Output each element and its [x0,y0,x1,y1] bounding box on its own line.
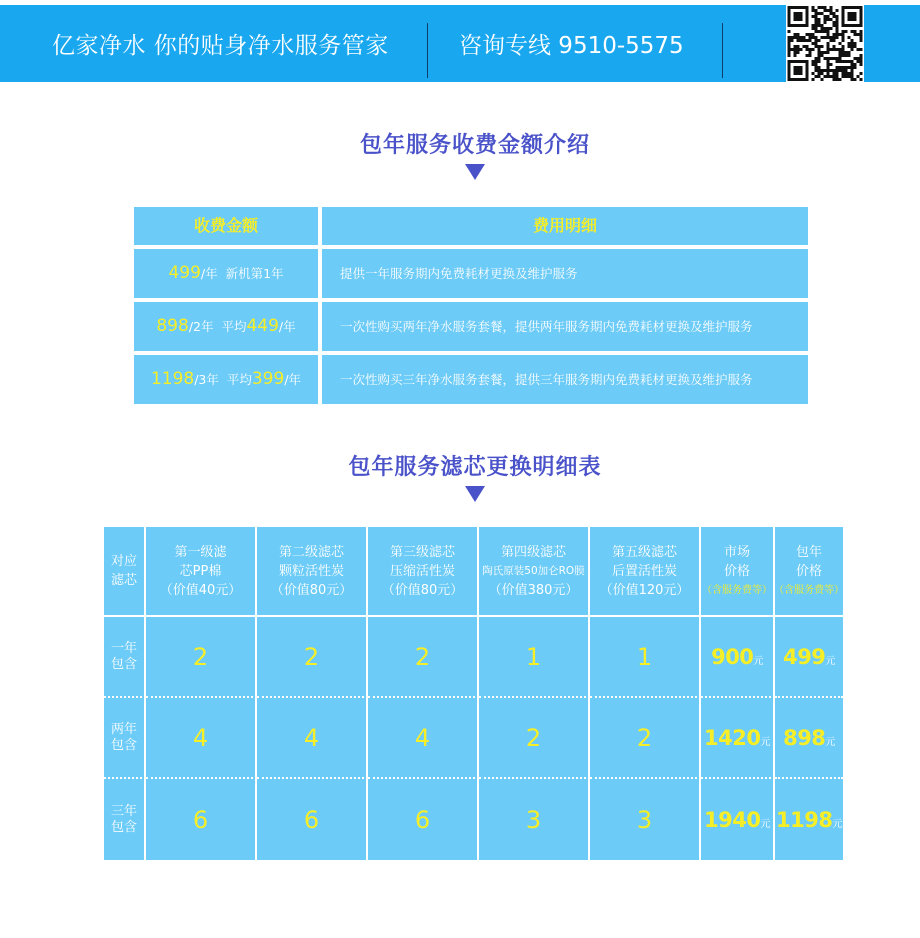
filter-count: 1 [590,617,701,698]
fee-section-title: 包年服务收费金额介绍 [359,133,590,158]
market-price-value: 900 [711,644,754,669]
stage-header [257,527,368,615]
table-row [104,779,843,860]
annual-price-header [775,527,843,615]
header-line: 价格 [723,563,750,579]
currency-unit: 元 [753,656,763,667]
header-divider [722,23,723,78]
fee-price: 1198 [150,369,195,389]
annual-price [775,698,843,779]
service-fee-note: （含服务费等） [774,584,844,596]
filter-count: 6 [368,779,479,860]
stage-header [368,527,479,615]
fee-note-unit: /年 [284,372,302,387]
down-arrow-icon [465,486,485,502]
row-label-line: 两年 [110,721,137,737]
stage-type: 颗粒活性炭 [278,563,344,579]
fee-col-detail: 费用明细 [322,207,808,245]
filter-count: 2 [368,617,479,698]
header-slogan: 亿家净水 你的贴身净水服务管家 [52,33,389,59]
stage-name: 第二级滤芯 [278,544,344,560]
fee-note-label: 平均 [221,319,247,334]
stage-value: （价值40元） [159,582,242,598]
service-fee-note: （含服务费等） [702,584,772,596]
header-banner [0,5,920,82]
filter-count: 2 [590,698,701,779]
fee-row [134,249,808,298]
filter-count: 2 [479,698,590,779]
fee-price: 898 [156,316,189,336]
fee-amount-cell [134,249,318,298]
corner-line: 滤芯 [110,573,137,588]
stage-header [479,527,590,615]
currency-unit: 元 [825,656,835,667]
fee-col-amount: 收费金额 [134,207,318,245]
market-price [701,779,775,860]
stage-header [146,527,257,615]
filter-count: 2 [146,617,257,698]
header-line: 市场 [723,544,750,560]
stage-value: （价值120元） [599,582,690,598]
fee-price-unit: /2年 [188,319,214,334]
fee-table-header [134,207,808,245]
filter-count: 3 [479,779,590,860]
fee-note-label: 平均 [226,372,252,387]
annual-price [775,779,843,860]
qr-code-icon[interactable] [786,5,864,82]
fee-row [134,302,808,351]
fee-table [134,207,808,408]
currency-unit: 元 [760,819,770,830]
filter-section-title: 包年服务滤芯更换明细表 [348,455,602,480]
row-label-line: 包含 [110,656,137,672]
row-label-line: 包含 [110,737,137,753]
fee-detail-cell: 一次性购买三年净水服务套餐，提供三年服务期内免费耗材更换及维护服务 [322,355,808,404]
filter-count: 3 [590,779,701,860]
row-label-line: 包含 [110,819,137,835]
row-label [104,617,146,698]
fee-average-price: 399 [251,369,285,389]
stage-value: （价值80元） [381,582,464,598]
stage-value: （价值380元） [488,582,579,598]
fee-average-price: 449 [246,316,279,336]
filter-table [104,527,843,860]
fee-note-label: 新机第1年 [225,266,284,281]
annual-price-value: 499 [783,644,826,669]
fee-detail-cell: 一次性购买两年净水服务套餐，提供两年服务期内免费耗材更换及维护服务 [322,302,808,351]
market-price [701,617,775,698]
header-divider [427,23,428,78]
row-label-line: 一年 [110,640,137,656]
filter-table-header [104,527,843,617]
stage-name: 第一级滤 [174,544,227,560]
fee-note-unit: /年 [278,319,296,334]
stage-name: 第四级滤芯 [500,544,566,560]
fee-detail-cell: 提供一年服务期内免费耗材更换及维护服务 [322,249,808,298]
filter-count: 4 [146,698,257,779]
stage-value: （价值80元） [270,582,353,598]
stage-type: 陶氏原装50加仑RO膜 [482,564,585,577]
stage-name: 第三级滤芯 [389,544,455,560]
filter-count: 4 [368,698,479,779]
stage-type: 芯PP棉 [179,563,222,579]
stage-name: 第五级滤芯 [611,544,677,560]
annual-price-value: 1198 [776,807,833,832]
market-price-value: 1940 [704,807,761,832]
currency-unit: 元 [825,737,835,748]
fee-amount-cell [134,355,318,404]
market-price-value: 1420 [704,725,761,750]
row-label [104,779,146,860]
table-row [104,617,843,698]
annual-price [775,617,843,698]
currency-unit: 元 [760,737,770,748]
annual-price-value: 898 [783,725,826,750]
header-line: 包年 [795,544,822,560]
currency-unit: 元 [832,819,842,830]
stage-type: 压缩活性炭 [389,563,455,579]
market-price-header [701,527,775,615]
stage-header [590,527,701,615]
fee-price-unit: /3年 [194,372,219,387]
corner-header [104,527,146,615]
row-label-line: 三年 [110,803,137,819]
header-hotline[interactable]: 咨询专线 9510-5575 [459,33,684,59]
filter-count: 1 [479,617,590,698]
down-arrow-icon [465,164,485,180]
fee-amount-cell [134,302,318,351]
fee-price-unit: /年 [200,266,218,281]
table-row [104,698,843,779]
header-line: 价格 [795,563,822,579]
row-label [104,698,146,779]
fee-row [134,355,808,404]
filter-count: 4 [257,698,368,779]
fee-price: 499 [168,263,201,283]
market-price [701,698,775,779]
filter-count: 6 [146,779,257,860]
stage-type: 后置活性炭 [611,563,677,579]
corner-line: 对应 [110,554,137,569]
filter-count: 2 [257,617,368,698]
filter-count: 6 [257,779,368,860]
